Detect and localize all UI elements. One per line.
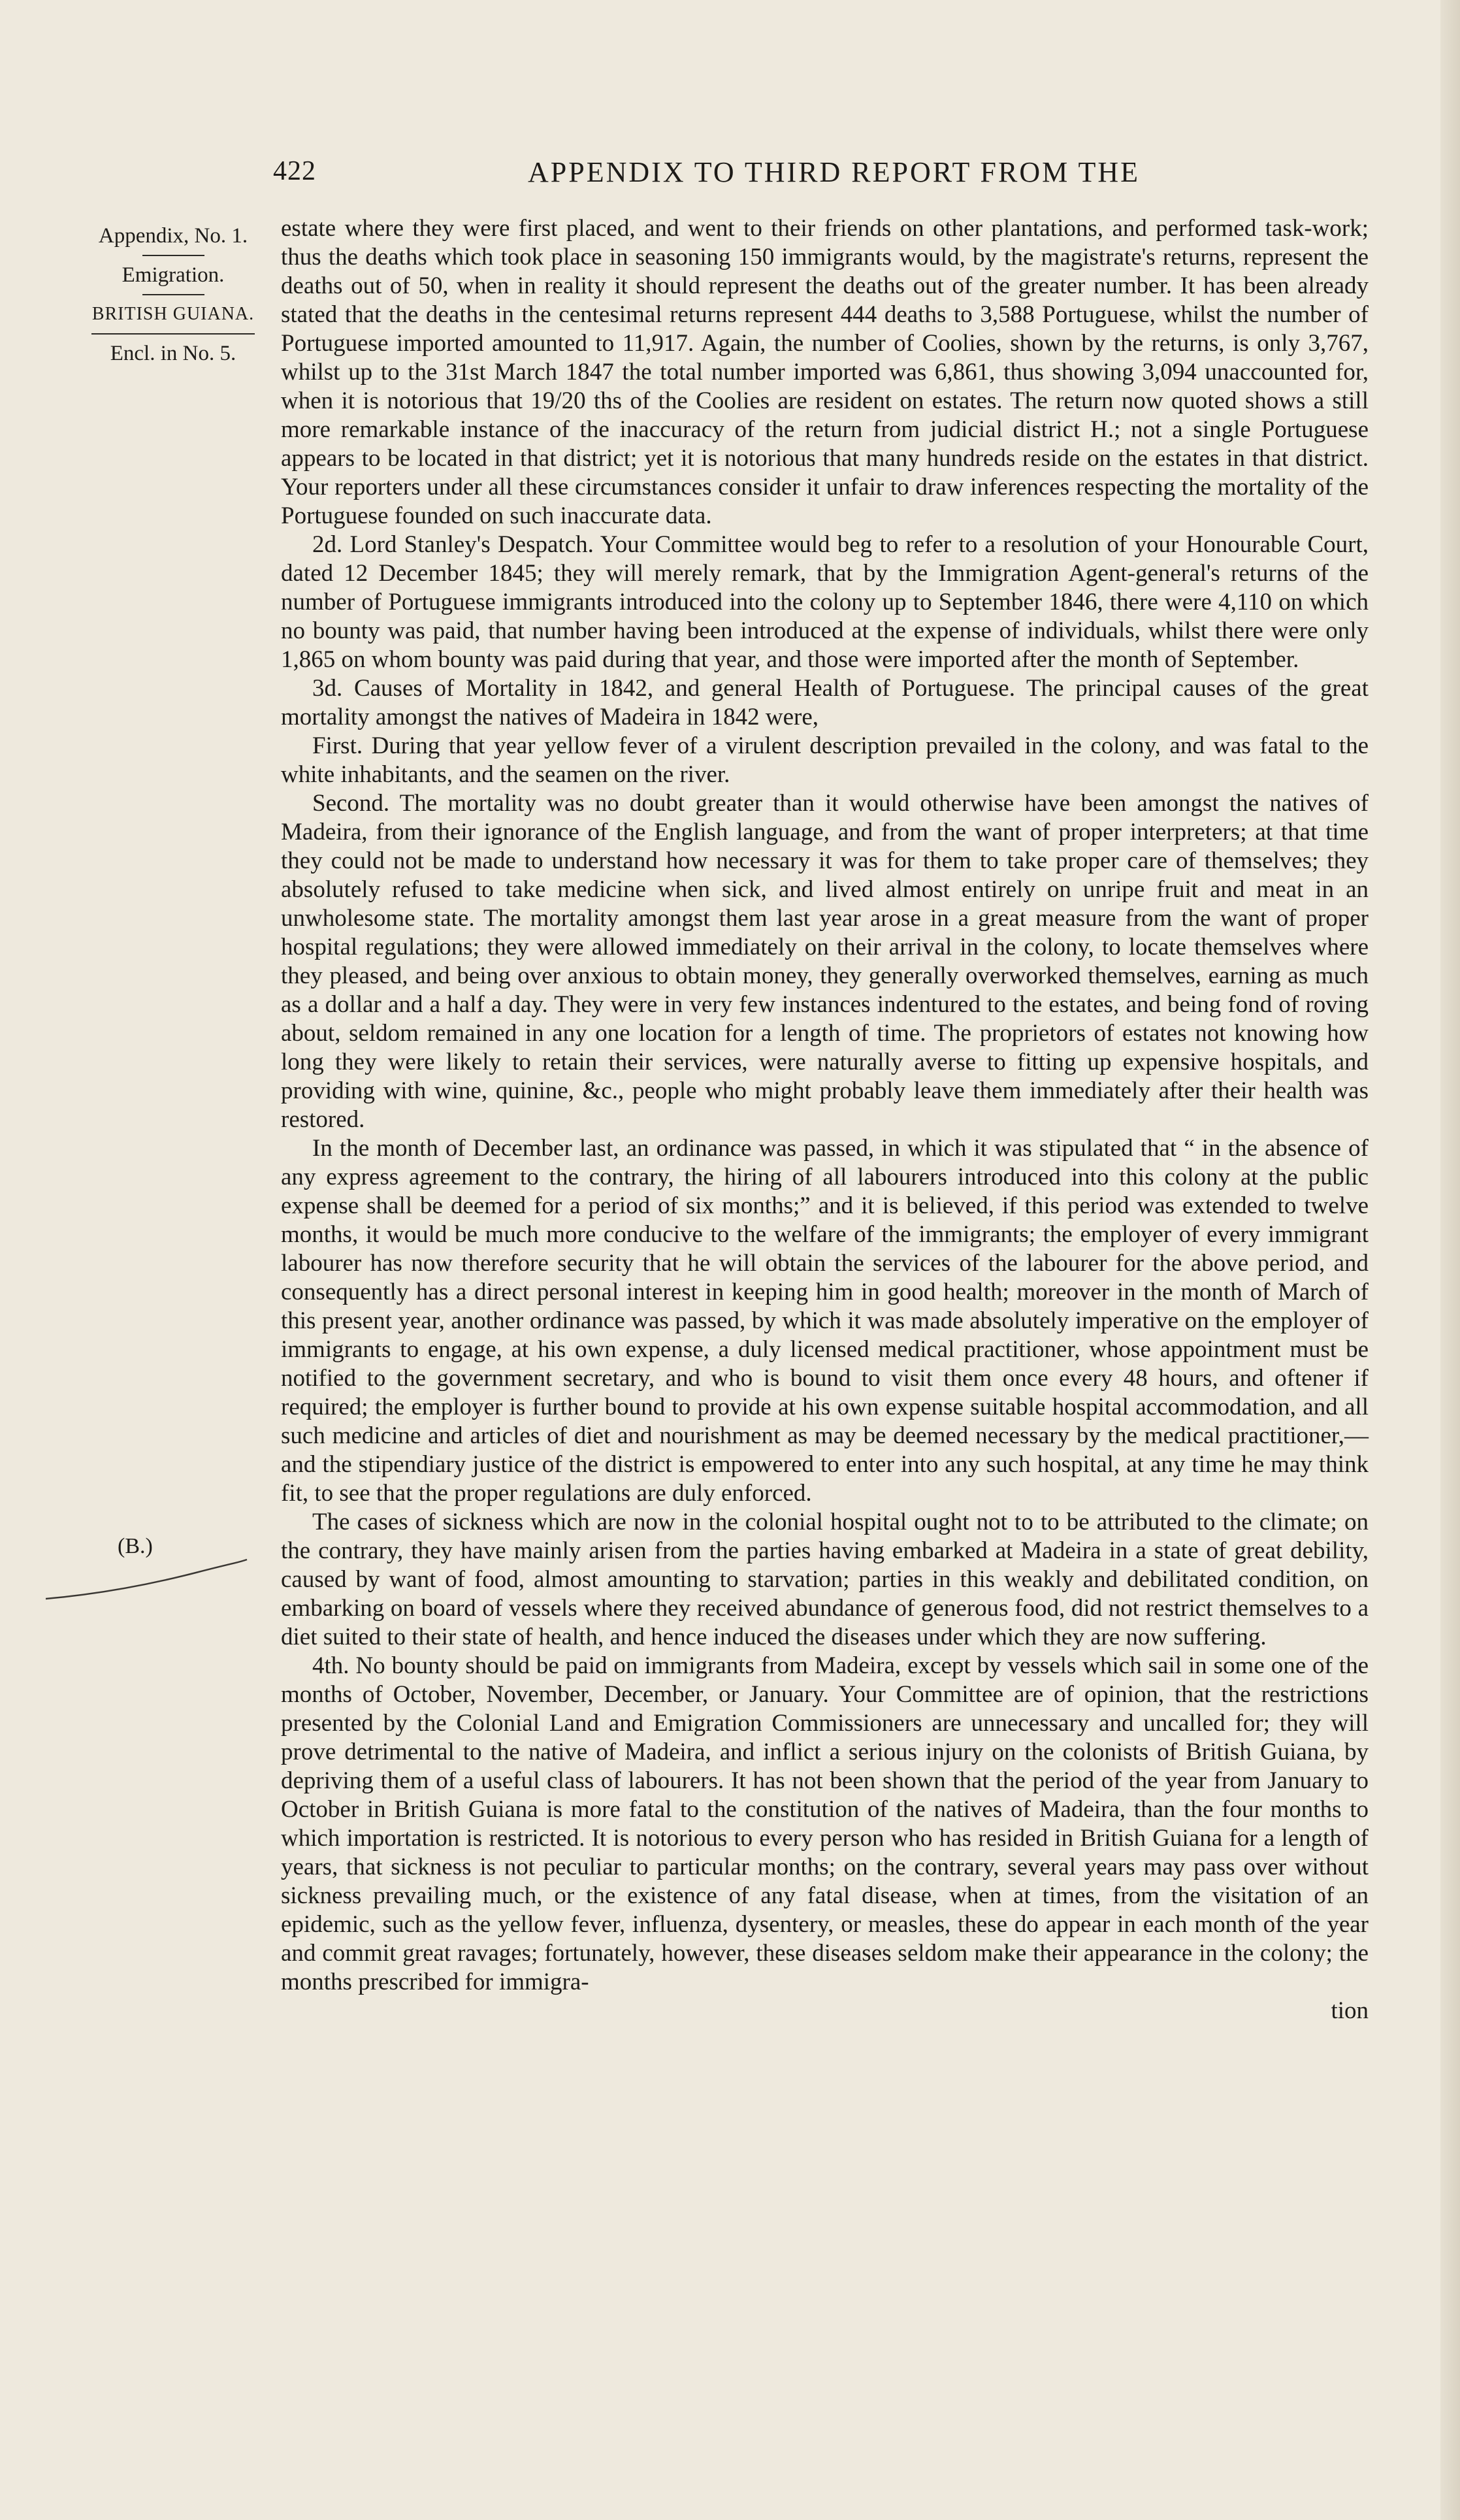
margin-rule xyxy=(142,255,204,256)
margin-section: Emigration. xyxy=(122,263,225,287)
page-number: 422 xyxy=(273,156,316,186)
page-edge-shadow xyxy=(1440,0,1460,2520)
margin-appendix: Appendix, No. 1. xyxy=(98,224,248,248)
paragraph-4: First. During that year yellow fever of a virulent description prevailed in the colony, and was fatal to the white inhabitants, and the seamen on the river. xyxy=(281,732,1369,788)
body-text xyxy=(281,214,1369,2025)
margin-colony: BRITISH GUIANA. xyxy=(91,304,255,324)
paragraph-1: estate where they were first placed, and went to their friends on other plantations, and performed task-work; thus the deaths which took place in seasoning 150 immigrants would, by the magistrate's returns, represent the deaths out of 50, when in reality it should represent the deaths out of the greater number. It has been already stated that the deaths in the centesimal returns represent 444 deaths to 3,588 Portuguese, whilst the number of Portuguese imported amounted to 11,917. Again, the number of Coolies, shown by the returns, is only 3,767, whilst up to the 31st March 1847 the total number imported was 6,861, thus showing 3,094 unaccounted for, when it is notorious that 19/20 ths of the Coolies are resident on estates. The return now quoted shows a still more remarkable instance of the inaccuracy of the return from judicial district H.; not a single Portuguese appears to be located in that district; yet it is notorious that many hundreds reside on the estates in that district. Your reporters under all these circumstances consider it unfair to draw inferences respecting the mortality of the Portuguese founded on such inaccurate data. xyxy=(281,215,1369,529)
handwritten-pencil-stroke xyxy=(46,1558,248,1604)
paragraph-6: In the month of December last, an ordinance was passed, in which it was stipulated that “ in the absence of any express agreement to the contrary, the hiring of all labourers introduced into this colony at the public expense shall be deemed for a period of six months;” and it is believed, if this period was extended to twelve months, it would be much more conducive to the welfare of the immigrants; the employer of every immigrant labourer has now therefore security that he will obtain the services of the labourer for the above period, and consequently has a direct personal interest in keeping him in good health; moreover in the month of March of this present year, another ordinance was passed, by which it was made absolutely imperative on the employer of immigrants to engage, at his own expense, a duly licensed medical practitioner, whose appointment must be notified to the government secretary, and who is bound to visit them once every 48 hours, and oftener if required; the employer is further bound to provide at his own expense suitable hospital accommodation, and all such medicine and articles of diet and nourishment as may be deemed necessary by the medical practitioner,—and the stipendiary justice of the district is empowered to enter into any such hospital, at any time he may think fit, to see that the proper regulations are duly enforced. xyxy=(281,1135,1369,1507)
paragraph-7: The cases of sickness which are now in the colonial hospital ought not to to be attributed to the climate; on the contrary, they have mainly arisen from the parties having embarked at Madeira in a state of great debility, caused by want of food, almost amounting to starvation; parties in this weakly and debilitated condition, on embarking on board of vessels where they received abundance of generous food, did not restrict themselves to a diet suited to their state of health, and hence induced the diseases under which they are now suffering. xyxy=(281,1509,1369,1650)
paragraph-8: 4th. No bounty should be paid on immigrants from Madeira, except by vessels which sail in some one of the months of October, November, December, or January. Your Committee are of opinion, that the restrictions presented by the Colonial Land and Emigration Commissioners are unnecessary and uncalled for; they will prove detrimental to the native of Madeira, and inflict a serious injury on the colonists of British Guiana, by depriving them of a useful class of labourers. It has not been shown that the period of the year from January to October in British Guiana is more fatal to the constitution of the natives of Madeira, than the four months to which importation is restricted. It is notorious to every person who has resided in British Guiana for a length of years, that sickness is not peculiar to particular months; on the contrary, several years may pass over without sickness prevailing much, or the existence of any fatal disease, when at times, from the visitation of an epidemic, such as the yellow fever, influenza, dysentery, or measles, these do appear in each month of the year and commit great ravages; fortunately, however, these diseases seldom make their appearance in the colony; the months prescribed for immigra- xyxy=(281,1652,1369,1995)
handwritten-side-mark: (B.) xyxy=(118,1534,153,1558)
running-head: APPENDIX TO THIRD REPORT FROM THE xyxy=(528,156,1140,188)
paragraph-2: 2d. Lord Stanley's Despatch. Your Committee would beg to refer to a resolution of your Honourable Court, dated 12 December 1845; they will merely remark, that by the Immigration Agent-general's returns of the number of Portuguese immigrants introduced into the colony up to September 1846, there were 4,110 on which no bounty was paid, that number having been introduced at the expense of individuals, whilst there were only 1,865 on whom bounty was paid during that year, and those were imported after the month of September. xyxy=(281,531,1369,673)
paragraph-3: 3d. Causes of Mortality in 1842, and general Health of Portuguese. The principal causes of the great mortality amongst the natives of Madeira in 1842 were, xyxy=(281,675,1369,730)
paragraph-5: Second. The mortality was no doubt greater than it would otherwise have been amongst the natives of Madeira, from their ignorance of the English language, and from the want of proper interpreters; at that time they could not be made to understand how necessary it was for them to take proper care of themselves; they absolutely refused to take medicine when sick, and lived almost entirely on unripe fruit and meat in an unwholesome state. The mortality amongst them last year arose in a great measure from the want of proper hospital regulations; they were allowed immediately on their arrival in the colony, to locate themselves where they pleased, and being over anxious to obtain money, they generally overworked themselves, earning as much as a dollar and a half a day. They were in very few instances indentured to the estates, and being fond of roving about, seldom remained in any one location for a length of time. The proprietors of estates not knowing how long they were likely to retain their services, were naturally averse to fitting up expensive hospitals, and providing with wine, quinine, &c., people who might probably leave them immediately after their health was restored. xyxy=(281,790,1369,1133)
margin-rule xyxy=(142,294,204,295)
catchword: tion xyxy=(1331,1997,1369,2024)
margin-notes xyxy=(65,221,281,368)
margin-enclosure: Encl. in No. 5. xyxy=(110,342,236,365)
margin-rule xyxy=(91,333,255,335)
page-header xyxy=(273,155,1364,201)
